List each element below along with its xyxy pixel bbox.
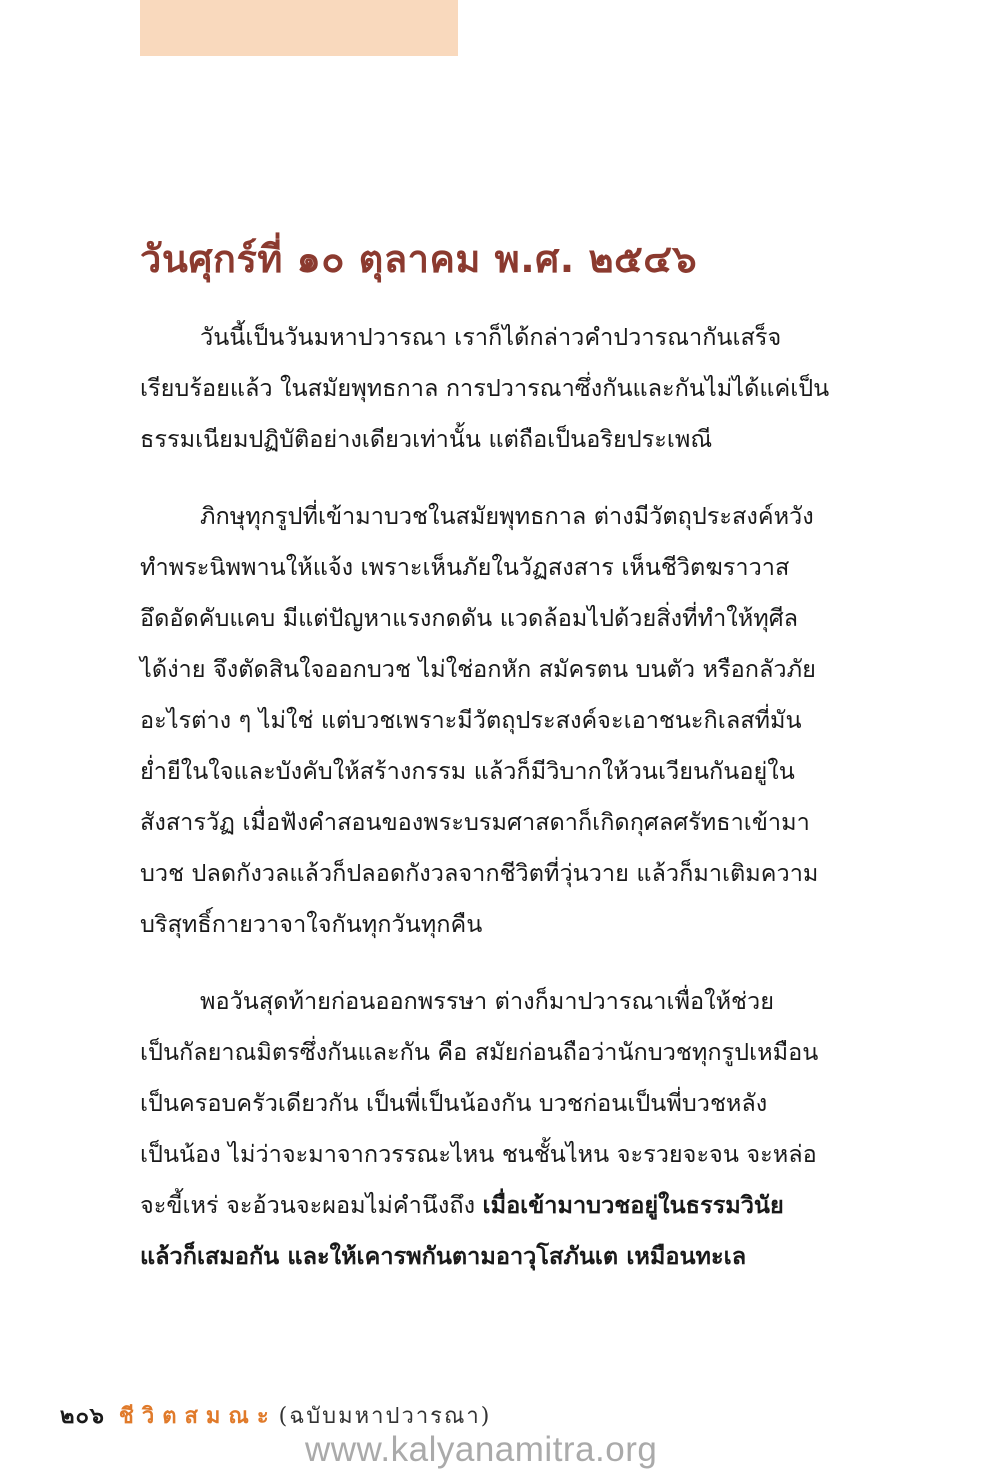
body-text	[140, 312, 848, 1308]
text-line: บวช ปลดกังวลแล้วก็ปลอดกังวลจากชีวิตที่วุ่นวาย แล้วก็มาเติมความ	[140, 859, 819, 887]
paragraph-1	[140, 312, 848, 465]
page-footer	[60, 1398, 491, 1433]
text-line: ภิกษุทุกรูปที่เข้ามาบวชในสมัยพุทธกาล ต่างมีวัตถุประสงค์หวัง	[200, 502, 814, 530]
watermark: www.kalyanamitra.org	[305, 1430, 658, 1469]
paragraph-3	[140, 976, 848, 1282]
text-line: เรียบร้อยแล้ว ในสมัยพุทธกาล การปวารณาซึ่งกันและกันไม่ได้แค่เป็น	[140, 374, 830, 402]
page-number: ๒๐๖	[60, 1404, 105, 1429]
text-bold-segment: เมื่อเข้ามาบวชอยู่ในธรรมวินัย	[482, 1191, 784, 1219]
text-line: ธรรมเนียมปฏิบัติอย่างเดียวเท่านั้น แต่ถือเป็นอริยประเพณี	[140, 425, 713, 453]
edition-label: (ฉบับมหาปวารณา)	[278, 1404, 492, 1429]
text-line: บริสุทธิ์กายวาจาใจกันทุกวันทุกคืน	[140, 910, 483, 938]
paragraph-2	[140, 491, 848, 950]
text-line: อะไรต่าง ๆ ไม่ใช่ แต่บวชเพราะมีวัตถุประสงค์จะเอาชนะกิเลสที่มัน	[140, 706, 802, 734]
text-line: พอวันสุดท้ายก่อนออกพรรษา ต่างก็มาปวารณาเพื่อให้ช่วย	[200, 987, 774, 1015]
text-line: วันนี้เป็นวันมหาปวารณา เราก็ได้กล่าวคำปวารณากันเสร็จ	[200, 323, 782, 351]
decorative-top-tab	[140, 0, 458, 56]
text-line-bold: แล้วก็เสมอกัน และให้เคารพกันตามอาวุโสภันเต เหมือนทะเล	[140, 1242, 747, 1270]
text-line-mixed	[140, 1180, 848, 1231]
text-normal-segment: จะขี้เหร่ จะอ้วนจะผอมไม่คำนึงถึง	[140, 1191, 483, 1219]
text-line: ทำพระนิพพานให้แจ้ง เพราะเห็นภัยในวัฏสงสาร เห็นชีวิตฆราวาส	[140, 553, 790, 581]
text-line: เป็นครอบครัวเดียวกัน เป็นพี่เป็นน้องกัน บวชก่อนเป็นพี่บวชหลัง	[140, 1089, 768, 1117]
book-title: ชีวิตสมณะ	[118, 1404, 277, 1429]
chapter-title: วันศุกร์ที่ ๑๐ ตุลาคม พ.ศ. ๒๕๔๖	[140, 237, 698, 281]
text-line: อึดอัดคับแคบ มีแต่ปัญหาแรงกดดัน แวดล้อมไปด้วยสิ่งที่ทำให้ทุศีล	[140, 604, 799, 632]
text-line: สังสารวัฏ เมื่อฟังคำสอนของพระบรมศาสดาก็เกิดกุศลศรัทธาเข้ามา	[140, 808, 810, 836]
text-line: เป็นกัลยาณมิตรซึ่งกันและกัน คือ สมัยก่อนถือว่านักบวชทุกรูปเหมือน	[140, 1038, 819, 1066]
text-line: เป็นน้อง ไม่ว่าจะมาจากวรรณะไหน ชนชั้นไหน จะรวยจะจน จะหล่อ	[140, 1140, 817, 1168]
text-line: ย่ำยีในใจและบังคับให้สร้างกรรม แล้วก็มีวิบากให้วนเวียนกันอยู่ใน	[140, 757, 795, 785]
text-line: ได้ง่าย จึงตัดสินใจออกบวช ไม่ใช่อกหัก สมัครตน บนตัว หรือกลัวภัย	[140, 655, 816, 683]
